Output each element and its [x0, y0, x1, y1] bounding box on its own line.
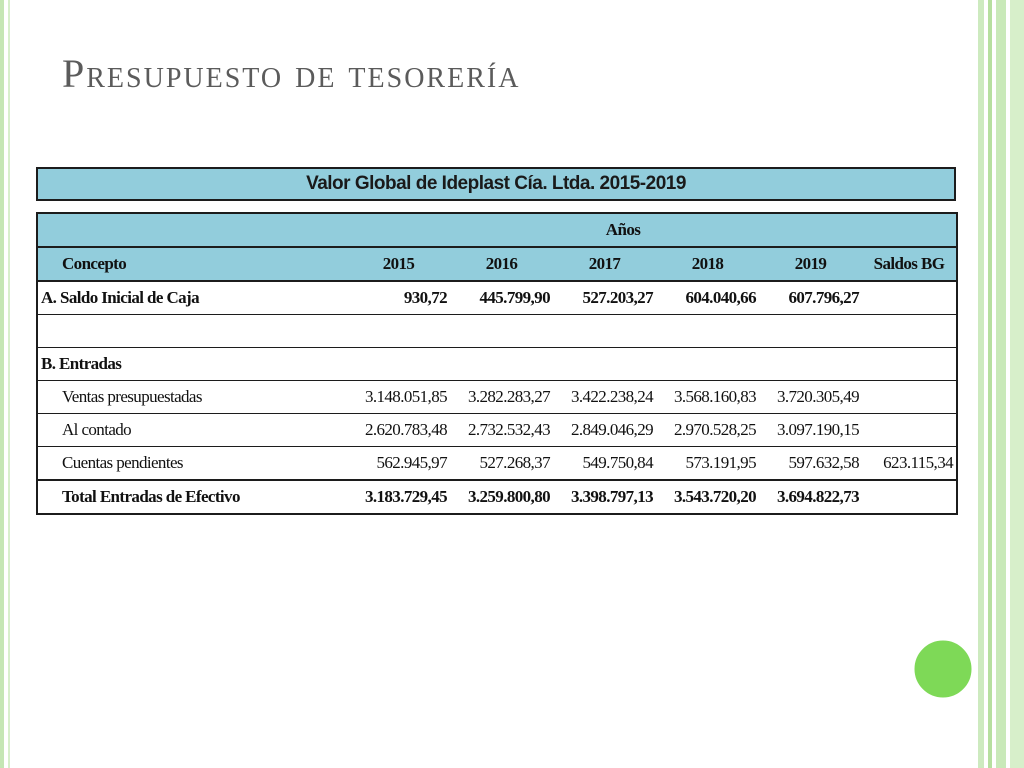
cell-2017: 3.398.797,13 — [570, 487, 653, 506]
cell-2018: 3.568.160,83 — [656, 381, 759, 414]
cell-2015 — [347, 348, 450, 381]
cell-2019: 3.097.190,15 — [759, 414, 862, 447]
cell-2015: 2.620.783,48 — [347, 414, 450, 447]
cell-2018: 573.191,95 — [656, 447, 759, 481]
cell-saldos-bg — [862, 315, 957, 348]
cell-2019: 3.694.822,73 — [776, 487, 859, 506]
left-decor-stripe-thin — [8, 0, 10, 768]
cell-2017 — [553, 315, 656, 348]
cell-2016: 527.268,37 — [450, 447, 553, 481]
cell-saldos-bg — [862, 480, 957, 514]
cell-2017: 2.849.046,29 — [553, 414, 656, 447]
cell-saldos-bg — [862, 381, 957, 414]
cell-2018: 2.970.528,25 — [656, 414, 759, 447]
cell-2018 — [656, 315, 759, 348]
table-row — [37, 348, 957, 381]
cell-2018 — [656, 348, 759, 381]
right-decor-stripe-1 — [978, 0, 984, 768]
row-concept: B. Entradas — [37, 348, 347, 381]
cell-2016 — [450, 348, 553, 381]
cell-2019: 3.720.305,49 — [759, 381, 862, 414]
table-row — [37, 281, 957, 315]
cell-2019: 607.796,27 — [759, 281, 862, 315]
cell-2017: 527.203,27 — [553, 281, 656, 315]
left-decor-stripe — [0, 0, 4, 768]
cell-2016 — [450, 315, 553, 348]
cell-2018: 3.543.720,20 — [673, 487, 756, 506]
column-header-2015: 2015 — [347, 247, 450, 281]
cell-2018: 604.040,66 — [656, 281, 759, 315]
cell-2015: 562.945,97 — [347, 447, 450, 481]
row-concept: Al contado — [37, 414, 347, 447]
column-header-2016: 2016 — [450, 247, 553, 281]
column-header-2017: 2017 — [553, 247, 656, 281]
cell-saldos-bg — [862, 414, 957, 447]
cell-2019: 597.632,58 — [759, 447, 862, 481]
table-banner: Valor Global de Ideplast Cía. Ltda. 2015-2019 — [36, 167, 956, 201]
cell-2015 — [347, 315, 450, 348]
row-concept — [37, 315, 347, 348]
header-row-years — [37, 213, 957, 247]
cell-saldos-bg: 623.115,34 — [862, 447, 957, 481]
column-header-saldos-bg: Saldos BG — [862, 247, 957, 281]
years-group-header: Años — [347, 213, 957, 247]
table-row-empty — [37, 315, 957, 348]
table-row-total — [37, 480, 957, 514]
cell-2016: 3.259.800,80 — [467, 487, 550, 506]
column-header-2018: 2018 — [656, 247, 759, 281]
table-row — [37, 447, 957, 481]
cell-2017 — [553, 348, 656, 381]
header-row-columns — [37, 247, 957, 281]
cell-2017: 549.750,84 — [553, 447, 656, 481]
cell-2016: 3.282.283,27 — [450, 381, 553, 414]
row-concept: Total Entradas de Efectivo — [62, 487, 240, 506]
table-row — [37, 414, 957, 447]
row-concept: Cuentas pendientes — [37, 447, 347, 481]
cell-2019 — [759, 315, 862, 348]
right-decor-stripe-4 — [1010, 0, 1024, 768]
row-concept: A. Saldo Inicial de Caja — [37, 281, 347, 315]
cell-2015: 930,72 — [347, 281, 450, 315]
treasury-table — [36, 212, 958, 515]
cell-saldos-bg — [862, 281, 957, 315]
row-concept: Ventas presupuestadas — [37, 381, 347, 414]
column-header-concepto: Concepto — [37, 247, 347, 281]
cell-saldos-bg — [862, 348, 957, 381]
cell-2016: 2.732.532,43 — [450, 414, 553, 447]
right-decor-stripe-2 — [988, 0, 992, 768]
column-header-2019: 2019 — [759, 247, 862, 281]
slide-title: Presupuesto de tesorería — [62, 51, 521, 96]
cell-2017: 3.422.238,24 — [553, 381, 656, 414]
cell-2019 — [759, 348, 862, 381]
cell-2015: 3.183.729,45 — [364, 487, 447, 506]
right-decor-stripe-3 — [996, 0, 1006, 768]
cell-2015: 3.148.051,85 — [347, 381, 450, 414]
green-circle-icon — [911, 637, 975, 701]
cell-2016: 445.799,90 — [450, 281, 553, 315]
table-row — [37, 381, 957, 414]
